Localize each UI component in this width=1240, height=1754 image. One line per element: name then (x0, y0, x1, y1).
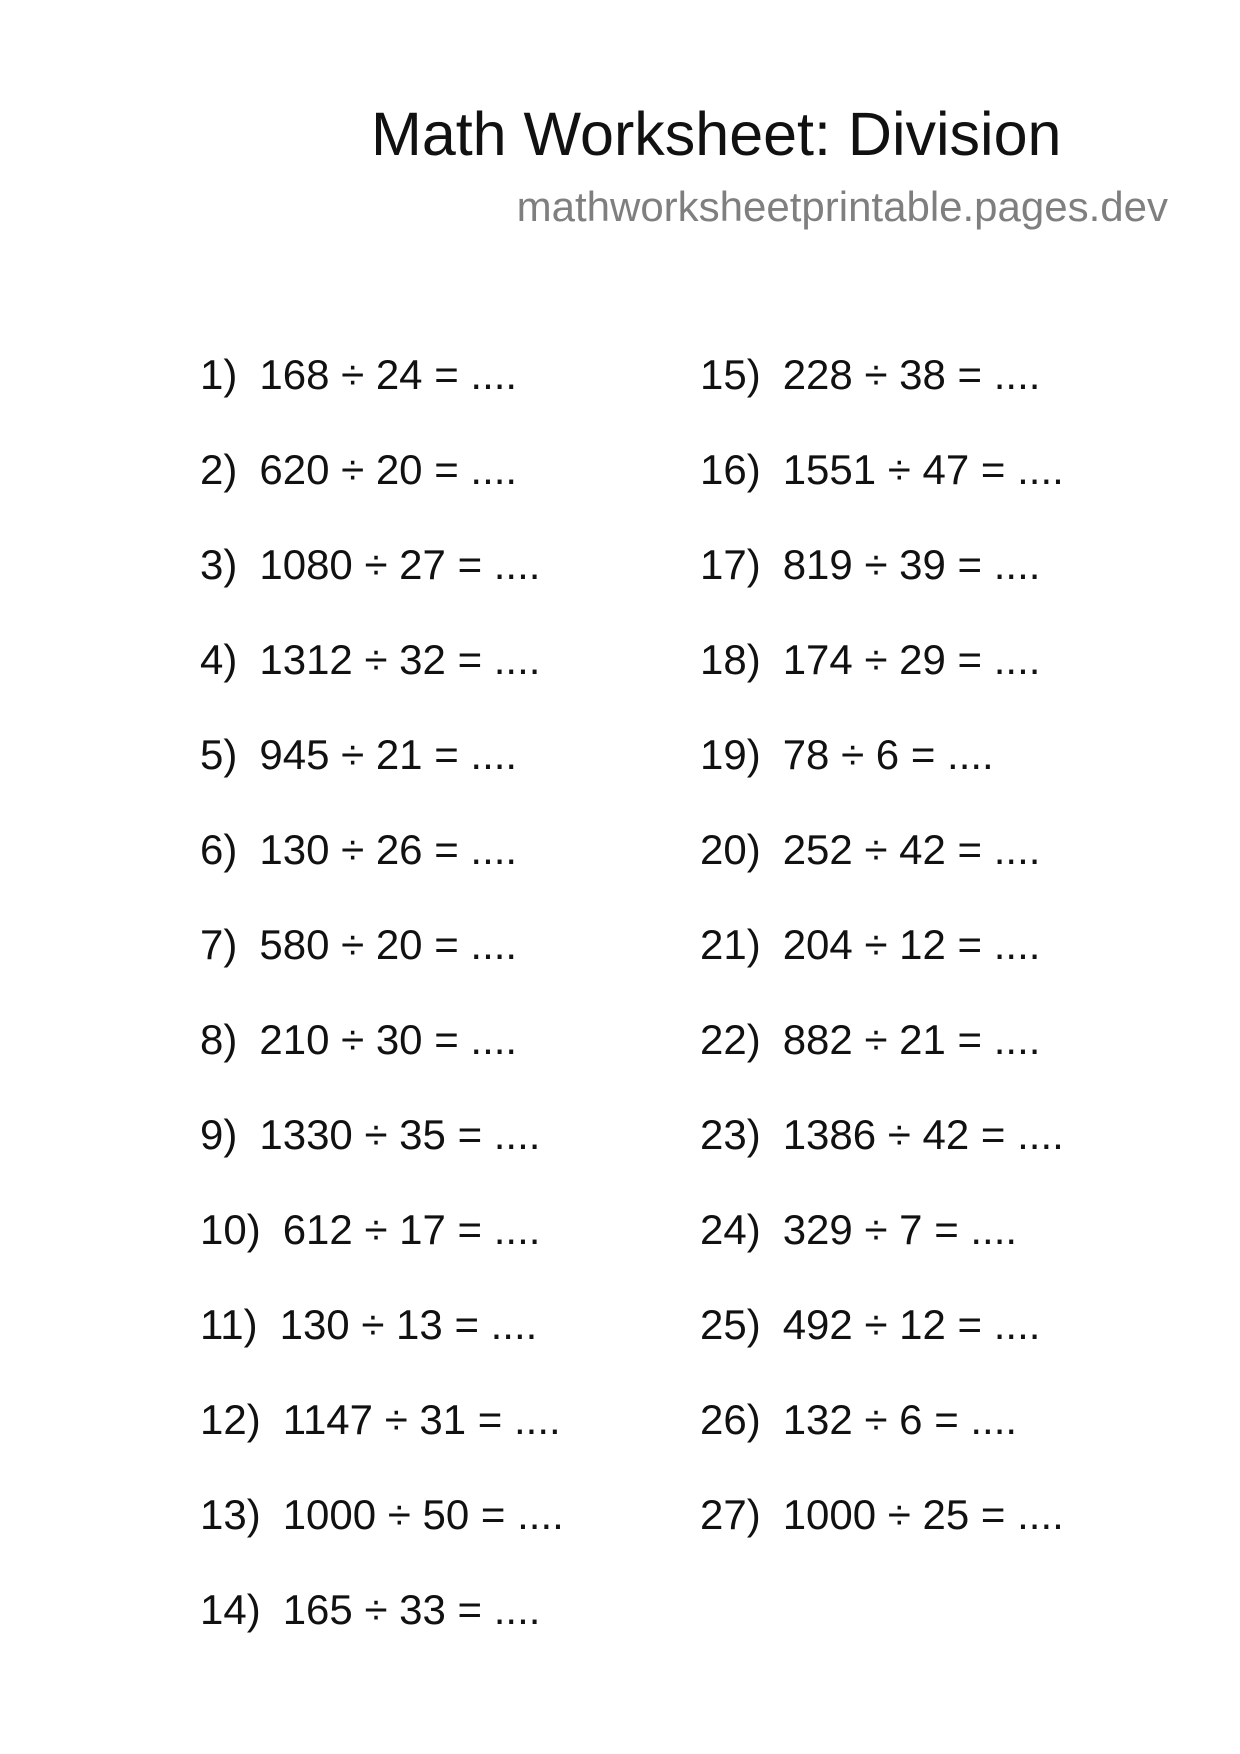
problem-expression: 130 ÷ 13 = .... (279, 1301, 538, 1348)
problem-number: 11) (200, 1301, 258, 1348)
problem-expression: 1312 ÷ 32 = .... (259, 636, 541, 683)
problem-number: 2) (200, 446, 238, 493)
problem-expression: 252 ÷ 42 = .... (782, 826, 1041, 873)
problem-item (700, 730, 1064, 825)
problem-expression: 882 ÷ 21 = .... (782, 1016, 1041, 1063)
problem-number: 25) (700, 1301, 761, 1348)
problem-expression: 1000 ÷ 25 = .... (782, 1491, 1064, 1538)
problem-item (700, 1490, 1064, 1585)
problem-expression: 492 ÷ 12 = .... (782, 1301, 1041, 1348)
problem-number: 10) (200, 1206, 261, 1253)
problem-item (200, 445, 564, 540)
problem-expression: 210 ÷ 30 = .... (259, 1016, 518, 1063)
problem-item (200, 350, 564, 445)
problem-number: 16) (700, 446, 761, 493)
problem-expression: 580 ÷ 20 = .... (259, 921, 518, 968)
problem-expression: 1080 ÷ 27 = .... (259, 541, 541, 588)
problem-column-left (200, 350, 564, 1680)
problem-expression: 945 ÷ 21 = .... (259, 731, 518, 778)
problem-number: 27) (700, 1491, 761, 1538)
problem-item (700, 635, 1064, 730)
problem-number: 22) (700, 1016, 761, 1063)
problem-number: 5) (200, 731, 238, 778)
problem-expression: 1147 ÷ 31 = .... (282, 1396, 561, 1443)
problem-item (200, 540, 564, 635)
problem-expression: 78 ÷ 6 = .... (782, 731, 994, 778)
problem-number: 24) (700, 1206, 761, 1253)
problem-number: 7) (200, 921, 238, 968)
problem-expression: 204 ÷ 12 = .... (782, 921, 1041, 968)
problem-item (200, 1490, 564, 1585)
problem-number: 14) (200, 1586, 261, 1633)
problem-expression: 612 ÷ 17 = .... (282, 1206, 541, 1253)
problem-expression: 168 ÷ 24 = .... (259, 351, 518, 398)
problem-number: 1) (200, 351, 238, 398)
problem-number: 23) (700, 1111, 761, 1158)
problem-item (200, 1300, 564, 1395)
problem-item (700, 1300, 1064, 1395)
problem-item (200, 730, 564, 825)
problem-number: 18) (700, 636, 761, 683)
problem-item (700, 1110, 1064, 1205)
problem-item (700, 825, 1064, 920)
problem-item (700, 1205, 1064, 1300)
problem-item (700, 920, 1064, 1015)
problem-number: 20) (700, 826, 761, 873)
worksheet-title: Math Worksheet: Division (371, 100, 1062, 168)
problem-expression: 228 ÷ 38 = .... (782, 351, 1041, 398)
problem-item (200, 1015, 564, 1110)
problem-item (200, 1585, 564, 1680)
problem-number: 17) (700, 541, 761, 588)
problem-item (700, 1015, 1064, 1110)
problem-expression: 165 ÷ 33 = .... (282, 1586, 541, 1633)
problem-number: 6) (200, 826, 238, 873)
problem-item (200, 635, 564, 730)
problem-expression: 1386 ÷ 42 = .... (782, 1111, 1064, 1158)
problem-item (200, 1110, 564, 1205)
problem-item (700, 1395, 1064, 1490)
problem-number: 26) (700, 1396, 761, 1443)
problem-item (700, 445, 1064, 540)
problem-item (200, 825, 564, 920)
website-url: mathworksheetprintable.pages.dev (516, 183, 1168, 230)
problem-number: 19) (700, 731, 761, 778)
problem-expression: 819 ÷ 39 = .... (782, 541, 1041, 588)
problem-number: 21) (700, 921, 761, 968)
problem-expression: 1000 ÷ 50 = .... (282, 1491, 564, 1538)
problem-number: 15) (700, 351, 761, 398)
problem-item (200, 1205, 564, 1300)
problem-expression: 1330 ÷ 35 = .... (259, 1111, 541, 1158)
problem-expression: 132 ÷ 6 = .... (782, 1396, 1018, 1443)
problem-expression: 1551 ÷ 47 = .... (782, 446, 1064, 493)
problem-expression: 620 ÷ 20 = .... (259, 446, 518, 493)
problem-number: 3) (200, 541, 238, 588)
problem-number: 8) (200, 1016, 238, 1063)
problem-number: 9) (200, 1111, 238, 1158)
problem-number: 12) (200, 1396, 261, 1443)
problem-item (200, 1395, 564, 1490)
problem-expression: 130 ÷ 26 = .... (259, 826, 518, 873)
problem-column-right (700, 350, 1064, 1585)
problem-item (200, 920, 564, 1015)
problem-expression: 174 ÷ 29 = .... (782, 636, 1041, 683)
problem-expression: 329 ÷ 7 = .... (782, 1206, 1018, 1253)
problem-item (700, 540, 1064, 635)
problem-number: 4) (200, 636, 238, 683)
problem-item (700, 350, 1064, 445)
problem-number: 13) (200, 1491, 261, 1538)
